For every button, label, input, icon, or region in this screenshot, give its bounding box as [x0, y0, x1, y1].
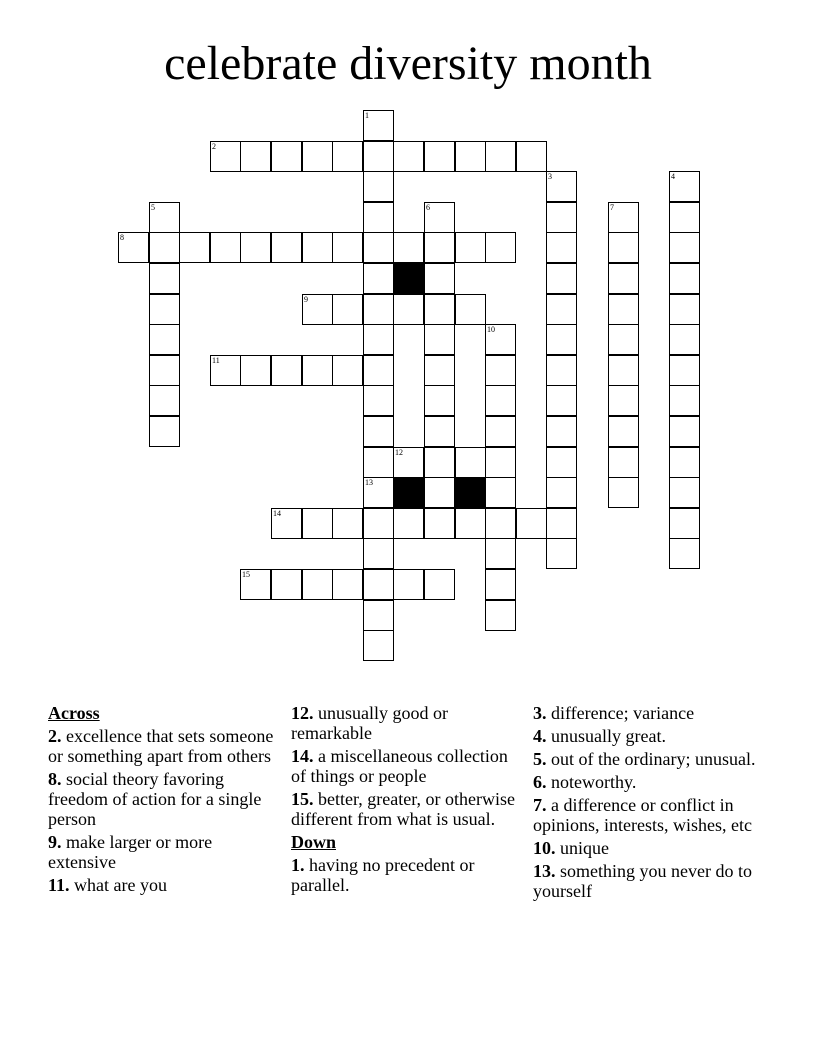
- clue-text: make larger or more extensive: [48, 832, 213, 872]
- grid-cell[interactable]: [485, 416, 516, 447]
- clue-number: 8: [120, 233, 124, 242]
- grid-cell[interactable]: [608, 447, 639, 478]
- across-clue-list: [48, 726, 274, 895]
- grid-cell[interactable]: [485, 447, 516, 478]
- clue-text: a difference or conflict in opinions, interests, wishes, etc: [533, 795, 752, 835]
- grid-cell[interactable]: [149, 232, 180, 263]
- grid-cell[interactable]: [302, 569, 333, 600]
- grid-cell[interactable]: [363, 447, 394, 478]
- clue-text: having no precedent or parallel.: [291, 855, 475, 895]
- down-clue: [533, 749, 759, 769]
- clue-text: unique: [555, 838, 609, 858]
- grid-cell[interactable]: [546, 263, 577, 294]
- grid-cell[interactable]: [332, 569, 363, 600]
- grid-cell[interactable]: [424, 202, 455, 233]
- clue-number: 9: [304, 295, 308, 304]
- clue-number-label: 6.: [533, 772, 547, 792]
- clue-number-label: 13.: [533, 861, 556, 881]
- grid-cell[interactable]: [485, 385, 516, 416]
- grid-cell[interactable]: [149, 324, 180, 355]
- clue-text: what are you: [69, 875, 167, 895]
- grid-cell[interactable]: [669, 508, 700, 539]
- grid-cell[interactable]: [393, 294, 424, 325]
- clue-number-label: 5.: [533, 749, 547, 769]
- grid-cell[interactable]: [118, 232, 149, 263]
- grid-cell[interactable]: [608, 385, 639, 416]
- grid-cell[interactable]: [302, 355, 333, 386]
- across-clue: [48, 726, 274, 766]
- clue-text: out of the ordinary; unusual.: [546, 749, 756, 769]
- down-clue: [533, 703, 759, 723]
- grid-cell[interactable]: [210, 355, 241, 386]
- clue-number-label: 1.: [291, 855, 305, 875]
- grid-cell[interactable]: [608, 232, 639, 263]
- grid-cell[interactable]: [271, 355, 302, 386]
- grid-cell[interactable]: [240, 232, 271, 263]
- grid-cell[interactable]: [149, 202, 180, 233]
- across-clue-list-continued: [291, 703, 517, 829]
- grid-cell[interactable]: [608, 263, 639, 294]
- grid-cell[interactable]: [485, 355, 516, 386]
- down-clue-list-continued: [533, 703, 759, 901]
- clue-number: 15: [242, 570, 250, 579]
- clue-number-label: 8.: [48, 769, 62, 789]
- grid-cell[interactable]: [424, 416, 455, 447]
- grid-cell[interactable]: [485, 324, 516, 355]
- grid-cell[interactable]: [332, 355, 363, 386]
- clue-number: 4: [671, 172, 675, 181]
- grid-cell[interactable]: [455, 294, 486, 325]
- grid-cell[interactable]: [669, 477, 700, 508]
- grid-cell[interactable]: [669, 385, 700, 416]
- down-heading: Down: [291, 832, 337, 852]
- grid-cell[interactable]: [271, 569, 302, 600]
- grid-cell[interactable]: [240, 569, 271, 600]
- grid-cell[interactable]: [210, 232, 241, 263]
- grid-cell[interactable]: [485, 569, 516, 600]
- grid-cell[interactable]: [546, 477, 577, 508]
- grid-cell[interactable]: [363, 477, 394, 508]
- grid-cell[interactable]: [393, 141, 424, 172]
- grid-cell[interactable]: [669, 202, 700, 233]
- clue-number: 6: [426, 203, 430, 212]
- grid-cell[interactable]: [271, 508, 302, 539]
- clue-text: noteworthy.: [546, 772, 637, 792]
- across-clue: [291, 789, 517, 829]
- grid-cell[interactable]: [546, 324, 577, 355]
- grid-cell[interactable]: [393, 232, 424, 263]
- grid-cell[interactable]: [546, 538, 577, 569]
- grid-cell[interactable]: [363, 416, 394, 447]
- grid-cell[interactable]: [363, 385, 394, 416]
- down-clue: [533, 838, 759, 858]
- grid-cell[interactable]: [363, 232, 394, 263]
- clue-text: something you never do to yourself: [533, 861, 752, 901]
- clue-number: 11: [212, 356, 220, 365]
- grid-cell[interactable]: [424, 263, 455, 294]
- down-clue: [533, 861, 759, 901]
- grid-cell[interactable]: [363, 141, 394, 172]
- grid-cell[interactable]: [424, 477, 455, 508]
- grid-cell[interactable]: [608, 416, 639, 447]
- grid-cell[interactable]: [669, 263, 700, 294]
- clue-column-3: [533, 703, 759, 904]
- clue-column-2: [291, 703, 517, 898]
- grid-cell[interactable]: [669, 355, 700, 386]
- clue-number: 2: [212, 142, 216, 151]
- grid-cell[interactable]: [424, 569, 455, 600]
- grid-cell[interactable]: [363, 569, 394, 600]
- clue-number: 14: [273, 509, 281, 518]
- clue-text: excellence that sets someone or something apart from others: [48, 726, 274, 766]
- clue-number: 10: [487, 325, 495, 334]
- clue-number-label: 14.: [291, 746, 314, 766]
- across-clue: [48, 875, 274, 895]
- grid-cell[interactable]: [149, 385, 180, 416]
- grid-cell[interactable]: [363, 324, 394, 355]
- grid-cell[interactable]: [271, 141, 302, 172]
- grid-cell[interactable]: [424, 385, 455, 416]
- grid-cell[interactable]: [332, 141, 363, 172]
- clue-text: unusually great.: [546, 726, 666, 746]
- grid-cell[interactable]: [546, 232, 577, 263]
- grid-cell[interactable]: [546, 508, 577, 539]
- grid-cell[interactable]: [240, 141, 271, 172]
- grid-cell[interactable]: [424, 447, 455, 478]
- grid-cell[interactable]: [546, 385, 577, 416]
- grid-cell[interactable]: [485, 538, 516, 569]
- grid-cell[interactable]: [546, 171, 577, 202]
- down-clue: [533, 726, 759, 746]
- clue-number: 12: [395, 448, 403, 457]
- grid-cell[interactable]: [363, 508, 394, 539]
- grid-cell[interactable]: [424, 141, 455, 172]
- grid-cell[interactable]: [669, 294, 700, 325]
- grid-cell[interactable]: [210, 141, 241, 172]
- clue-column-1: [48, 703, 274, 898]
- grid-cell[interactable]: [424, 294, 455, 325]
- grid-cell[interactable]: [363, 202, 394, 233]
- grid-cell[interactable]: [240, 355, 271, 386]
- black-square: [393, 477, 424, 508]
- grid-cell[interactable]: [669, 538, 700, 569]
- grid-cell[interactable]: [424, 508, 455, 539]
- grid-cell[interactable]: [149, 355, 180, 386]
- black-square: [455, 477, 486, 508]
- across-clue: [291, 703, 517, 743]
- black-square: [393, 263, 424, 294]
- grid-cell[interactable]: [608, 202, 639, 233]
- clue-number-label: 12.: [291, 703, 314, 723]
- grid-cell[interactable]: [363, 294, 394, 325]
- grid-cell[interactable]: [393, 447, 424, 478]
- grid-cell[interactable]: [455, 508, 486, 539]
- clue-text: better, greater, or otherwise different from what is usual.: [291, 789, 515, 829]
- grid-cell[interactable]: [485, 477, 516, 508]
- grid-cell[interactable]: [546, 294, 577, 325]
- down-clue: [291, 855, 517, 895]
- clue-number-label: 10.: [533, 838, 556, 858]
- clue-number: 3: [548, 172, 552, 181]
- grid-cell[interactable]: [546, 447, 577, 478]
- grid-cell[interactable]: [485, 141, 516, 172]
- grid-cell[interactable]: [608, 477, 639, 508]
- grid-cell[interactable]: [363, 600, 394, 631]
- clue-text: unusually good or remarkable: [291, 703, 448, 743]
- grid-cell[interactable]: [485, 600, 516, 631]
- grid-cell[interactable]: [363, 630, 394, 661]
- grid-cell[interactable]: [485, 508, 516, 539]
- clue-number: 7: [610, 203, 614, 212]
- clue-number-label: 11.: [48, 875, 70, 895]
- clue-text: difference; variance: [546, 703, 695, 723]
- grid-cell[interactable]: [669, 324, 700, 355]
- grid-cell[interactable]: [424, 324, 455, 355]
- grid-cell[interactable]: [608, 324, 639, 355]
- grid-cell[interactable]: [455, 141, 486, 172]
- grid-cell[interactable]: [669, 232, 700, 263]
- grid-cell[interactable]: [302, 141, 333, 172]
- clue-number: 13: [365, 478, 373, 487]
- grid-cell[interactable]: [669, 416, 700, 447]
- clue-text: a miscellaneous collection of things or people: [291, 746, 508, 786]
- clue-number-label: 3.: [533, 703, 547, 723]
- grid-cell[interactable]: [546, 416, 577, 447]
- grid-cell[interactable]: [485, 232, 516, 263]
- clue-number: 5: [151, 203, 155, 212]
- grid-cell[interactable]: [363, 110, 394, 141]
- grid-cell[interactable]: [546, 355, 577, 386]
- grid-cell[interactable]: [546, 202, 577, 233]
- grid-cell[interactable]: [332, 294, 363, 325]
- puzzle-title: celebrate diversity month: [164, 37, 652, 90]
- grid-cell[interactable]: [363, 263, 394, 294]
- clue-text: social theory favoring freedom of action for a single person: [48, 769, 262, 829]
- across-clue: [291, 746, 517, 786]
- grid-cell[interactable]: [149, 416, 180, 447]
- clue-number-label: 7.: [533, 795, 547, 815]
- grid-cell[interactable]: [516, 508, 547, 539]
- grid-cell[interactable]: [393, 569, 424, 600]
- grid-cell[interactable]: [363, 538, 394, 569]
- grid-cell[interactable]: [608, 294, 639, 325]
- grid-cell[interactable]: [669, 447, 700, 478]
- across-clue: [48, 769, 274, 829]
- grid-cell[interactable]: [149, 294, 180, 325]
- grid-cell[interactable]: [332, 232, 363, 263]
- grid-cell[interactable]: [608, 355, 639, 386]
- grid-cell[interactable]: [302, 232, 333, 263]
- grid-cell[interactable]: [424, 355, 455, 386]
- grid-cell[interactable]: [393, 508, 424, 539]
- grid-cell[interactable]: [455, 232, 486, 263]
- down-clue-list: [291, 855, 517, 895]
- grid-cell[interactable]: [302, 508, 333, 539]
- grid-cell[interactable]: [669, 171, 700, 202]
- clue-number-label: 2.: [48, 726, 62, 746]
- grid-cell[interactable]: [363, 171, 394, 202]
- across-heading: Across: [48, 703, 100, 723]
- grid-cell[interactable]: [302, 294, 333, 325]
- clue-number-label: 9.: [48, 832, 62, 852]
- grid-cell[interactable]: [455, 447, 486, 478]
- grid-cell[interactable]: [363, 355, 394, 386]
- grid-cell[interactable]: [332, 508, 363, 539]
- clue-number-label: 15.: [291, 789, 314, 809]
- across-clue: [48, 832, 274, 872]
- down-clue: [533, 795, 759, 835]
- clue-number: 1: [365, 111, 369, 120]
- grid-cell[interactable]: [271, 232, 302, 263]
- grid-cell[interactable]: [149, 263, 180, 294]
- grid-cell[interactable]: [179, 232, 210, 263]
- grid-cell[interactable]: [424, 232, 455, 263]
- clue-number-label: 4.: [533, 726, 547, 746]
- grid-cell[interactable]: [516, 141, 547, 172]
- down-clue: [533, 772, 759, 792]
